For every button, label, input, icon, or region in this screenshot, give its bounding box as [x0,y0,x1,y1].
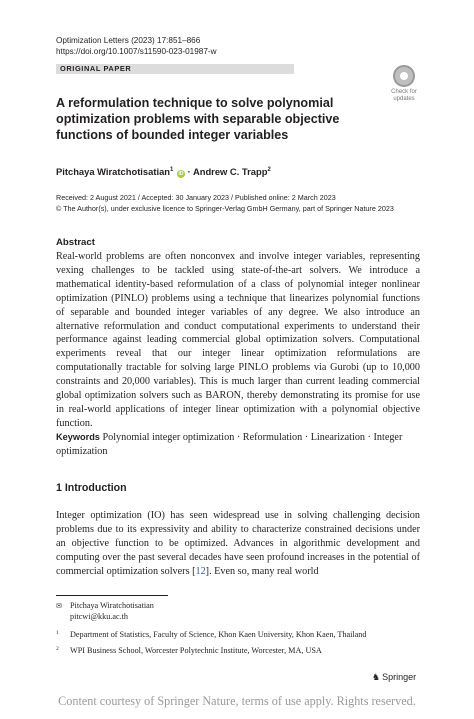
affiliation-1-text: Department of Statistics, Faculty of Science, Khon Kaen University, Khon Kaen, Thailand [70,630,367,639]
history-dates: Received: 2 August 2021 / Accepted: 30 January 2023 / Published online: 2 March 2023 [56,193,336,202]
footnote-divider [56,595,168,596]
keywords-label: Keywords [56,432,100,442]
author-2[interactable]: Andrew C. Trapp [192,166,268,178]
section-heading-introduction: 1 Introduction [56,482,127,494]
affiliation-2-number: 2 [56,646,59,652]
author-list [56,164,271,178]
citation-link[interactable]: 12 [195,565,206,577]
article-title: A reformulation technique to solve polynomial optimization problems with separable objective functions of bounded integer variables [56,96,340,142]
affiliation-2-text: WPI Business School, Worcester Polytechnic Institute, Worcester, MA, USA [70,646,322,655]
springer-horse-icon: ♞ [372,673,381,683]
journal-citation: Optimization Letters (2023) 17:851–866 [56,36,201,45]
springer-logo [372,672,416,683]
orcid-icon[interactable]: iD [178,171,184,178]
intro-text-end: ]. Even so, many real world [205,565,319,577]
publisher-name: Springer [382,672,417,682]
check-for-updates-icon [393,65,415,87]
introduction-body [56,509,420,579]
abstract-heading: Abstract [56,237,95,248]
keywords-text: Polynomial integer optimization · Reformulation · Linearization · Integer optimization [56,432,403,457]
contact-email[interactable]: pitcwi@kku.ac.th [70,611,129,621]
doi-link[interactable]: https://doi.org/10.1007/s11590-023-01987-w [56,47,217,56]
author-separator: · [184,166,193,178]
paper-type-bar [56,64,294,74]
affiliation-1-number: 1 [56,630,59,636]
author-1-affiliation: 1 [170,167,174,173]
author-2-affiliation: 2 [267,167,271,173]
check-for-updates-label: Check for updates [391,89,417,102]
keywords [56,431,420,459]
author-1[interactable]: Pitchaya Wiratchotisatian [56,166,171,178]
journal-header [56,35,217,57]
envelope-icon: ✉ [56,602,62,610]
intro-text-start: Integer optimization (IO) has seen widespread use in solving challenging decision problems due to its expressivity and ability to characterize constrained decisions under an objective function to be optimized. Advances in algorithmic development and computing over the past several decades have seen profound increases in the potential of commercial optimization solvers [ [56,510,420,577]
publication-dates [56,193,394,214]
contact-name: Pitchaya Wiratchotisatian [70,601,154,610]
check-for-updates-badge[interactable] [384,65,424,105]
abstract-body: Real-world problems are often nonconvex and involve integer variables, representing vexing challenges to be tackled using state-of-the-art solvers. We introduce a mathematical identity-based reformulation of a class of polynomial integer nonlinear optimization (PINLO) problems using a technique that linearizes polynomial functions of separable and bounded integer variables of any degree. We also introduce an alternative reformulation and conduct computational experiments to understand their performance against leading commercial global optimization solvers. Computational experiments reveal that our integer linear optimization reformulations are computationally tractable for solving large PINLO problems via Gurobi (up to 10,000 constraints and 20,000 variables). This is much larger than current leading commercial global optimization solvers such as BARON, thereby demonstrating its promise for use in real-world applications of integer linear optimization with a polynomial objective function. [56,251,420,429]
paper-type-label: ORIGINAL PAPER [60,64,132,73]
copyright-line: © The Author(s), under exclusive licence to Springer-Verlag GmbH Germany, part of Springer Nature 2023 [56,203,394,213]
corresponding-author [56,601,154,621]
courtesy-watermark: Content courtesy of Springer Nature, terms of use apply. Rights reserved. [58,694,416,708]
